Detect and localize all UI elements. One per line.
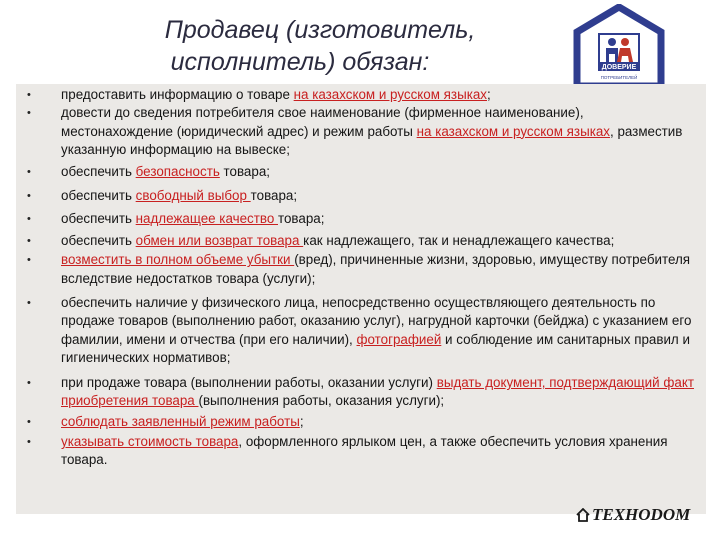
item-text: товара; [219, 164, 270, 180]
list-item [16, 413, 706, 431]
list-item [16, 294, 706, 367]
list-item [16, 232, 706, 250]
item-text: , оформленного ярлыком цен, а также обеспечить условия хранения товара. [61, 434, 668, 468]
item-text: товара; [278, 210, 325, 226]
bullet-icon: • [27, 415, 31, 428]
obligations-list [16, 86, 706, 470]
bullet-icon: • [27, 235, 31, 248]
list-item [16, 187, 706, 205]
item-text: (вред), причиненные жизни, здоровью, имуществу потребителя вследствие недостатков товара (услуги); [61, 252, 691, 286]
list-item [16, 433, 706, 470]
highlighted-text: обмен или возврат товара [135, 233, 304, 249]
consumer-trust-logo [573, 4, 665, 90]
list-item [16, 251, 706, 288]
list-item [16, 104, 706, 159]
highlighted-text: на казахском и русском языках [416, 123, 610, 139]
highlighted-text: выдать документ, подтверждающий факт приобретения товара [61, 375, 694, 409]
list-item [16, 210, 706, 228]
highlighted-text: свободный выбор [135, 188, 251, 204]
bullet-icon: • [27, 254, 31, 267]
bullet-icon: • [27, 190, 31, 203]
list-item [16, 86, 706, 104]
item-text: ; [299, 413, 304, 429]
list-item [16, 374, 706, 411]
item-text: довести до сведения потребителя свое наименование (фирменное наименование), местонахождение (юридический адрес) и режим работы [61, 105, 584, 139]
item-text: обеспечить [61, 233, 136, 249]
item-text: и соблюдение им санитарных правил и гигиенических нормативов; [61, 331, 690, 365]
bullet-icon: • [27, 89, 31, 101]
highlighted-text: возместить в полном объеме убытки [61, 252, 295, 268]
highlighted-text: соблюдать заявленный режим работы [61, 413, 300, 429]
highlighted-text: безопасность [135, 164, 220, 180]
item-text: обеспечить [61, 188, 136, 204]
item-text: ; [487, 87, 491, 102]
svg-text:ДОВЕРИЕ: ДОВЕРИЕ [601, 64, 637, 71]
house-icon [576, 508, 590, 522]
item-text: , разместив указанную информацию на вывеске; [61, 123, 683, 157]
item-text: (выполнения работы, оказания услуги); [198, 393, 445, 409]
item-text: при продаже товара (выполнении работы, оказании услуги) [61, 375, 437, 391]
bullet-icon: • [27, 436, 31, 449]
page-title-line-1: Продавец (изготовитель, [164, 16, 476, 44]
item-text: обеспечить [61, 164, 136, 180]
item-text: обеспечить [61, 210, 136, 226]
bullet-icon: • [27, 296, 31, 309]
item-text: как надлежащего, так и ненадлежащего качества; [303, 233, 615, 249]
list-item [16, 163, 706, 181]
footer-brand: TEXHODOM [592, 505, 691, 524]
bullet-icon: • [27, 166, 31, 179]
item-text: обеспечить наличие у физического лица, непосредственно осуществляющего деятельность по продаже товаров (выполнению работ, оказанию услуг), нагрудной карточки (бейджа) с указанием его фамилии, имени и отчества (при его наличии), [61, 294, 692, 347]
highlighted-text: фотографией [356, 331, 442, 347]
footer-logo [576, 503, 716, 531]
svg-text:ПОТРЕБИТЕЛЕЙ: ПОТРЕБИТЕЛЕЙ [600, 75, 638, 80]
bullet-icon: • [27, 107, 31, 120]
page-title-line-2: исполнитель) обязан: [170, 48, 430, 76]
item-text: предоставить информацию о товаре [61, 87, 294, 102]
bullet-icon: • [27, 212, 31, 225]
bullet-icon: • [27, 377, 31, 390]
highlighted-text: указывать стоимость товара [61, 434, 239, 450]
page-title [40, 14, 560, 78]
highlighted-text: надлежащее качество [135, 210, 278, 226]
item-text: товара; [250, 188, 298, 204]
highlighted-text: на казахском и русском языках [293, 87, 487, 102]
